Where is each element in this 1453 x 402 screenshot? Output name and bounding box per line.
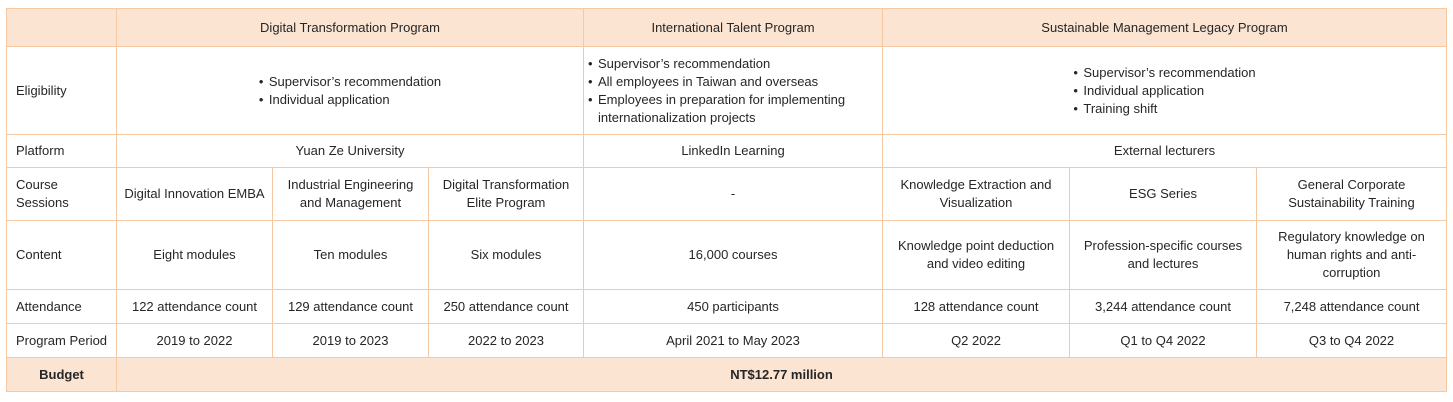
header-international-talent: International Talent Program	[584, 9, 883, 47]
content-label: Content	[7, 221, 117, 290]
period-label: Program Period	[7, 324, 117, 358]
program-table-wrapper	[6, 8, 1447, 392]
table-cell: 250 attendance count	[429, 290, 584, 324]
eligibility-program2	[584, 47, 883, 135]
attendance-label: Attendance	[7, 290, 117, 324]
budget-label: Budget	[7, 358, 117, 392]
table-cell: April 2021 to May 2023	[584, 324, 883, 358]
eligibility-row	[7, 47, 1447, 135]
table-cell: 128 attendance count	[883, 290, 1070, 324]
training-program-table	[6, 8, 1447, 392]
platform-program1: Yuan Ze University	[117, 135, 584, 168]
sessions-label: Course Sessions	[7, 168, 117, 221]
budget-value: NT$12.77 million	[117, 358, 1447, 392]
list-item: • Training shift	[1073, 100, 1255, 118]
table-cell: Profession-specific courses and lectures	[1070, 221, 1257, 290]
table-cell: Knowledge point deduction and video editing	[883, 221, 1070, 290]
table-cell: 122 attendance count	[117, 290, 273, 324]
table-cell: 3,244 attendance count	[1070, 290, 1257, 324]
table-cell: 129 attendance count	[273, 290, 429, 324]
table-cell: Six modules	[429, 221, 584, 290]
table-cell: Knowledge Extraction and Visualization	[883, 168, 1070, 221]
table-cell: 16,000 courses	[584, 221, 883, 290]
list-item: • Employees in preparation for implementing internationalization projects	[588, 91, 878, 127]
table-cell: -	[584, 168, 883, 221]
eligibility-program1	[117, 47, 584, 135]
sessions-row	[7, 168, 1447, 221]
table-cell: Industrial Engineering and Management	[273, 168, 429, 221]
platform-program3: External lecturers	[883, 135, 1447, 168]
table-cell: ESG Series	[1070, 168, 1257, 221]
table-cell: Regulatory knowledge on human rights and anti-corruption	[1257, 221, 1447, 290]
eligibility-label: Eligibility	[7, 47, 117, 135]
header-corner-cell	[7, 9, 117, 47]
table-cell: General Corporate Sustainability Training	[1257, 168, 1447, 221]
header-row	[7, 9, 1447, 47]
table-cell: 2022 to 2023	[429, 324, 584, 358]
list-item: • Supervisor’s recommendation	[588, 55, 878, 73]
list-item: • Individual application	[259, 91, 441, 109]
table-cell: Q2 2022	[883, 324, 1070, 358]
header-digital-transformation: Digital Transformation Program	[117, 9, 584, 47]
eligibility-program3-list	[1073, 64, 1255, 118]
table-cell: 2019 to 2023	[273, 324, 429, 358]
platform-label: Platform	[7, 135, 117, 168]
table-cell: 7,248 attendance count	[1257, 290, 1447, 324]
list-item: • Supervisor’s recommendation	[259, 73, 441, 91]
budget-row	[7, 358, 1447, 392]
eligibility-program2-list	[588, 55, 878, 127]
eligibility-program3	[883, 47, 1447, 135]
table-cell: 450 participants	[584, 290, 883, 324]
table-cell: Digital Innovation EMBA	[117, 168, 273, 221]
table-cell: Digital Transformation Elite Program	[429, 168, 584, 221]
eligibility-program1-list	[259, 73, 441, 109]
table-cell: Eight modules	[117, 221, 273, 290]
content-row	[7, 221, 1447, 290]
table-cell: 2019 to 2022	[117, 324, 273, 358]
header-sustainable-management: Sustainable Management Legacy Program	[883, 9, 1447, 47]
platform-row	[7, 135, 1447, 168]
list-item: • Individual application	[1073, 82, 1255, 100]
attendance-row	[7, 290, 1447, 324]
table-cell: Q3 to Q4 2022	[1257, 324, 1447, 358]
table-cell: Ten modules	[273, 221, 429, 290]
period-row	[7, 324, 1447, 358]
table-cell: Q1 to Q4 2022	[1070, 324, 1257, 358]
list-item: • Supervisor’s recommendation	[1073, 64, 1255, 82]
list-item: • All employees in Taiwan and overseas	[588, 73, 878, 91]
platform-program2: LinkedIn Learning	[584, 135, 883, 168]
